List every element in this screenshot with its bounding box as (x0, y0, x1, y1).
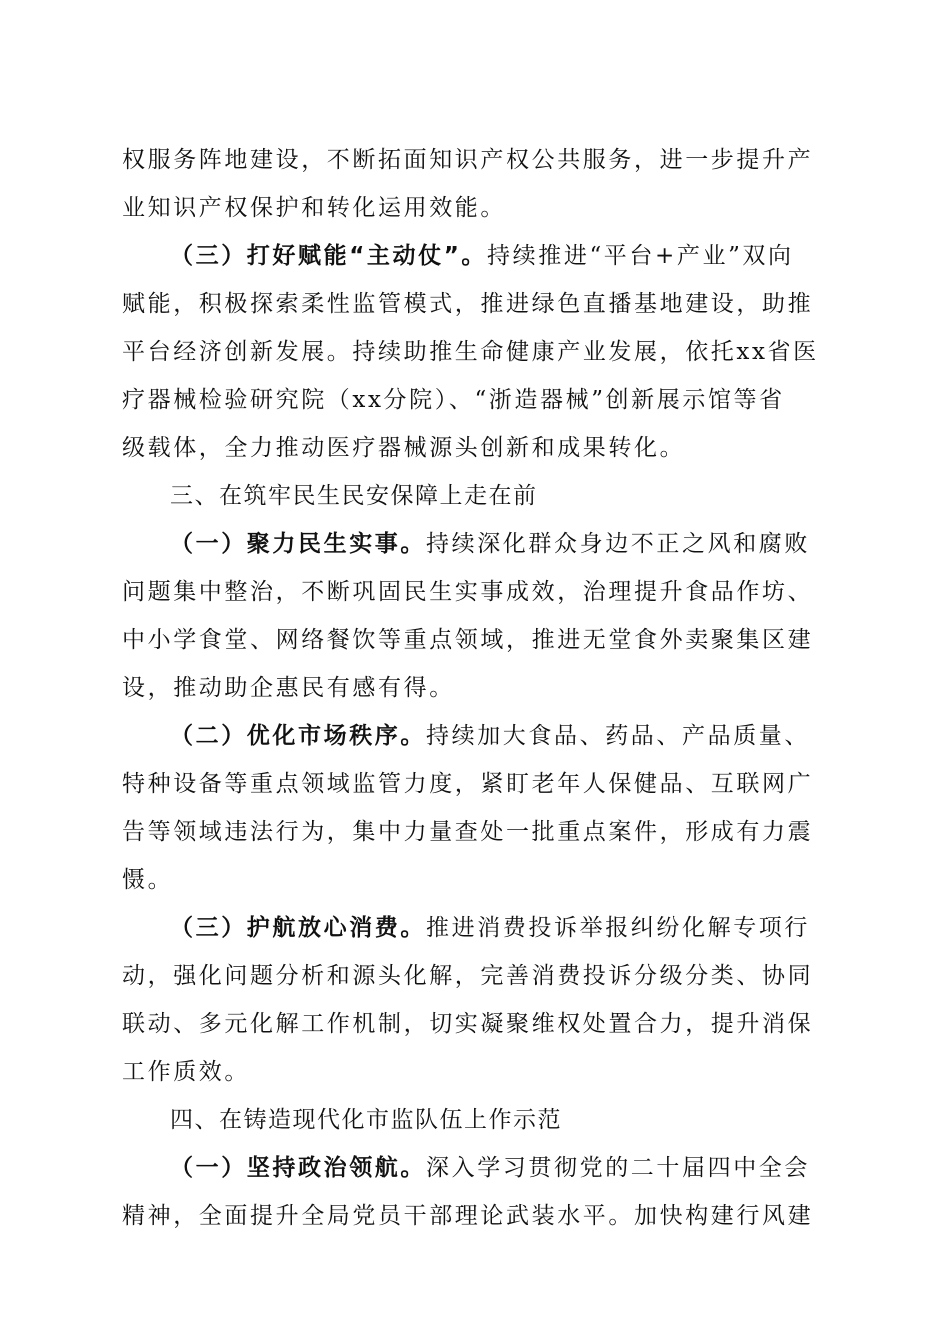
paragraph-line: 联动、多元化解工作机制，切实凝聚维权处置合力，提升消保 (122, 1011, 814, 1037)
paragraph-line: 精神，全面提升全局党员干部理论武装水平。加快构建行风建 (122, 1203, 814, 1229)
subsection-title: （一）坚持政治领航。 (170, 1155, 426, 1181)
subsection-line (170, 236, 832, 276)
section-heading: 四、在铸造现代化市监队伍上作示范 (170, 1107, 562, 1133)
subsection-title: （三）打好赋能“主动仗”。 (170, 243, 488, 269)
paragraph-line: 级载体，全力推动医疗器械源头创新和成果转化。 (122, 435, 686, 461)
subsection-text: 持续深化群众身边不正之风和腐败 (426, 531, 810, 557)
paragraph-line: 告等领域违法行为，集中力量查处一批重点案件，形成有力震 (122, 819, 814, 845)
paragraph-line: 问题集中整治，不断巩固民生实事成效，治理提升食品作坊、 (122, 579, 814, 605)
paragraph-line: 平台经济创新发展。持续助推生命健康产业发展，依托xx省医 (122, 339, 819, 365)
paragraph-line: 设，推动助企惠民有感有得。 (122, 675, 455, 701)
subsection-title: （一）聚力民生实事。 (170, 531, 426, 557)
subsection-text: 深入学习贯彻党的二十届四中全会 (426, 1155, 810, 1181)
paragraph-line: 特种设备等重点领域监管力度，紧盯老年人保健品、互联网广 (122, 771, 814, 797)
paragraph-line: 业知识产权保护和转化运用效能。 (122, 195, 506, 221)
section-heading: 三、在筑牢民生民安保障上走在前 (170, 483, 538, 509)
subsection-title: （三）护航放心消费。 (170, 915, 426, 941)
subsection-line (170, 716, 832, 756)
paragraph-line: 中小学食堂、网络餐饮等重点领域，推进无堂食外卖聚集区建 (122, 627, 814, 653)
subsection-line (170, 908, 832, 948)
paragraph-line: 赋能，积极探索柔性监管模式，推进绿色直播基地建设，助推 (122, 291, 814, 317)
paragraph-line: 动，强化问题分析和源头化解，完善消费投诉分级分类、协同 (122, 963, 814, 989)
subsection-title: （二）优化市场秩序。 (170, 723, 426, 749)
paragraph-line: 权服务阵地建设，不断拓面知识产权公共服务，进一步提升产 (122, 147, 814, 173)
paragraph-line: 工作质效。 (122, 1059, 250, 1085)
subsection-text: 推进消费投诉举报纠纷化解专项行 (426, 915, 810, 941)
paragraph-line: 疗器械检验研究院（xx分院）、“浙造器械”创新展示馆等省 (122, 387, 785, 413)
subsection-line (170, 1148, 832, 1188)
subsection-line (170, 524, 832, 564)
paragraph-line: 慑。 (122, 867, 174, 893)
subsection-text: 持续加大食品、药品、产品质量、 (426, 723, 810, 749)
subsection-text: 持续推进“平台+产业”双向 (487, 243, 794, 269)
